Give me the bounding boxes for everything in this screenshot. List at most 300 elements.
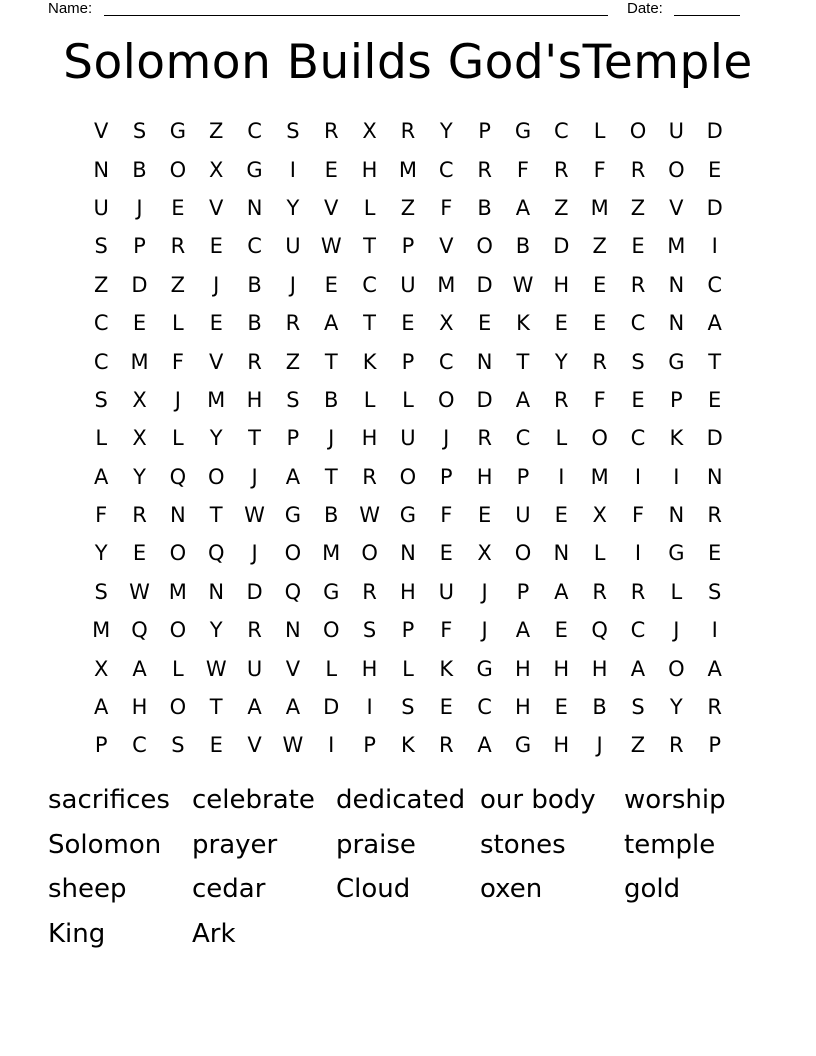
grid-letter[interactable]: S — [94, 234, 108, 259]
grid-letter[interactable]: C — [630, 426, 646, 451]
grid-letter[interactable]: T — [209, 695, 223, 720]
grid-letter[interactable]: A — [324, 311, 339, 336]
grid-row — [82, 611, 734, 649]
grid-row — [82, 189, 734, 227]
grid-letter[interactable]: Q — [284, 579, 302, 604]
grid-letter[interactable]: E — [209, 234, 223, 259]
grid-letter[interactable]: I — [366, 695, 373, 720]
grid-letter[interactable]: H — [553, 656, 570, 681]
grid-letter[interactable]: A — [132, 656, 147, 681]
grid-letter[interactable]: A — [554, 579, 569, 604]
grid-letter[interactable]: J — [673, 618, 680, 643]
grid-letter[interactable]: V — [669, 195, 684, 220]
grid-letter[interactable]: E — [439, 541, 453, 566]
grid-letter[interactable]: U — [438, 579, 454, 604]
grid-letter[interactable]: X — [592, 503, 607, 528]
grid-letter[interactable]: Y — [94, 541, 108, 566]
grid-letter[interactable]: C — [93, 311, 109, 336]
grid-letter[interactable]: O — [668, 656, 685, 681]
grid-letter[interactable]: D — [323, 695, 340, 720]
grid-letter[interactable]: N — [400, 541, 416, 566]
grid-letter[interactable]: S — [362, 618, 377, 643]
grid-letter[interactable]: E — [708, 541, 722, 566]
grid-letter[interactable]: A — [515, 195, 531, 220]
grid-letter[interactable]: N — [706, 464, 723, 489]
grid-letter[interactable]: M — [437, 272, 456, 297]
grid-letter[interactable]: A — [477, 733, 492, 758]
grid-letter[interactable]: R — [554, 157, 569, 182]
grid-letter[interactable]: I — [673, 464, 680, 489]
grid-letter[interactable]: E — [132, 541, 147, 566]
grid-letter[interactable]: F — [95, 503, 108, 528]
grid-letter[interactable]: J — [481, 579, 488, 604]
grid-letter[interactable]: Z — [209, 119, 224, 144]
grid-letter[interactable]: J — [251, 541, 258, 566]
grid-letter[interactable]: G — [514, 119, 532, 144]
grid-letter[interactable]: E — [631, 387, 645, 412]
grid-letter[interactable]: W — [129, 579, 150, 604]
grid-letter[interactable]: L — [555, 426, 568, 451]
grid-letter[interactable]: H — [400, 579, 416, 604]
grid-letter[interactable]: S — [286, 387, 300, 412]
grid-letter[interactable]: U — [515, 503, 531, 528]
grid-letter[interactable]: Y — [133, 464, 146, 489]
grid-letter[interactable]: U — [246, 656, 263, 681]
grid-letter[interactable]: E — [132, 311, 147, 336]
grid-row — [82, 458, 734, 496]
grid-letter[interactable]: E — [554, 695, 568, 720]
grid-letter[interactable]: T — [324, 464, 338, 489]
grid-letter[interactable]: E — [593, 311, 607, 336]
grid-letter[interactable]: N — [476, 349, 493, 374]
grid-letter[interactable]: S — [94, 579, 108, 604]
grid-letter[interactable]: A — [247, 695, 262, 720]
grid-letter[interactable]: X — [439, 311, 454, 336]
name-blank-line[interactable] — [104, 15, 608, 16]
grid-letter[interactable]: I — [711, 618, 718, 643]
grid-letter[interactable]: F — [171, 349, 184, 374]
grid-letter[interactable]: C — [707, 272, 722, 297]
grid-row — [82, 150, 734, 188]
grid-letter[interactable]: J — [443, 426, 450, 451]
grid-letter[interactable]: H — [131, 695, 148, 720]
grid-letter[interactable]: R — [285, 311, 301, 336]
grid-letter[interactable]: R — [247, 349, 262, 374]
grid-letter[interactable]: B — [132, 157, 147, 182]
grid-letter[interactable]: Y — [439, 119, 453, 144]
grid-letter[interactable]: O — [284, 541, 302, 566]
grid-letter[interactable]: R — [362, 464, 377, 489]
grid-letter[interactable]: O — [514, 541, 532, 566]
grid-letter[interactable]: V — [439, 234, 454, 259]
grid-letter[interactable]: M — [322, 541, 341, 566]
grid-letter[interactable]: N — [668, 311, 685, 336]
grid-letter[interactable]: E — [708, 157, 722, 182]
grid-letter[interactable]: C — [247, 234, 262, 259]
grid-letter[interactable]: H — [553, 272, 570, 297]
grid-letter[interactable]: Z — [400, 195, 416, 220]
grid-letter[interactable]: G — [514, 733, 532, 758]
grid-letter[interactable]: O — [322, 618, 340, 643]
grid-letter[interactable]: N — [668, 503, 685, 528]
grid-letter[interactable]: O — [169, 157, 187, 182]
grid-letter[interactable]: E — [439, 695, 453, 720]
word-bank-item: Solomon — [48, 829, 162, 860]
grid-letter[interactable]: X — [132, 387, 147, 412]
grid-letter[interactable]: P — [516, 579, 530, 604]
grid-letter[interactable]: Y — [209, 618, 223, 643]
grid-letter[interactable]: U — [400, 426, 416, 451]
grid-letter[interactable]: C — [132, 733, 147, 758]
grid-letter[interactable]: P — [133, 234, 146, 259]
grid-letter[interactable]: S — [401, 695, 415, 720]
grid-letter[interactable]: M — [398, 157, 417, 182]
grid-letter[interactable]: V — [285, 656, 301, 681]
grid-letter[interactable]: O — [668, 157, 685, 182]
grid-letter[interactable]: A — [285, 695, 301, 720]
grid-letter[interactable]: H — [246, 387, 263, 412]
grid-letter[interactable]: A — [630, 656, 646, 681]
grid-letter[interactable]: Z — [592, 234, 607, 259]
grid-letter[interactable]: P — [401, 349, 415, 374]
grid-letter[interactable]: H — [361, 656, 378, 681]
grid-letter[interactable]: Z — [285, 349, 301, 374]
grid-letter[interactable]: B — [324, 387, 339, 412]
grid-row — [82, 573, 734, 611]
grid-letter[interactable]: R — [592, 579, 607, 604]
grid-letter[interactable]: N — [93, 157, 110, 182]
grid-letter[interactable]: E — [631, 234, 645, 259]
grid-row — [82, 496, 734, 534]
grid-letter[interactable]: O — [629, 119, 647, 144]
grid-letter[interactable]: S — [631, 695, 645, 720]
grid-letter[interactable]: O — [169, 618, 187, 643]
grid-letter[interactable]: H — [553, 733, 570, 758]
grid-letter[interactable]: G — [399, 503, 417, 528]
grid-letter[interactable]: N — [553, 541, 570, 566]
grid-letter[interactable]: G — [284, 503, 302, 528]
grid-letter[interactable]: M — [92, 618, 111, 643]
grid-letter[interactable]: Q — [207, 541, 225, 566]
grid-letter[interactable]: V — [247, 733, 262, 758]
grid-letter[interactable]: Z — [554, 195, 569, 220]
grid-letter[interactable]: I — [558, 464, 565, 489]
grid-letter[interactable]: K — [401, 733, 415, 758]
word-bank-item: temple — [624, 829, 716, 860]
grid-letter[interactable]: I — [634, 464, 642, 489]
grid-letter[interactable]: P — [286, 426, 300, 451]
grid-letter[interactable]: S — [94, 387, 108, 412]
grid-letter[interactable]: J — [136, 195, 143, 220]
grid-letter[interactable]: S — [708, 579, 722, 604]
grid-letter[interactable]: J — [328, 426, 335, 451]
grid-letter[interactable]: M — [590, 464, 609, 489]
grid-letter[interactable]: C — [477, 695, 492, 720]
date-blank-line[interactable] — [674, 15, 740, 16]
grid-letter[interactable]: R — [707, 503, 722, 528]
grid-letter[interactable]: W — [244, 503, 265, 528]
grid-letter[interactable]: N — [285, 618, 301, 643]
grid-letter[interactable]: R — [400, 119, 416, 144]
grid-letter[interactable]: K — [516, 311, 530, 336]
grid-letter[interactable]: L — [363, 195, 376, 220]
grid-letter[interactable]: L — [363, 387, 376, 412]
grid-letter[interactable]: H — [361, 426, 378, 451]
grid-letter[interactable]: O — [169, 541, 187, 566]
grid-letter[interactable]: Z — [170, 272, 186, 297]
grid-letter[interactable]: L — [172, 426, 184, 451]
grid-letter[interactable]: X — [132, 426, 147, 451]
grid-letter[interactable]: O — [169, 695, 187, 720]
grid-letter[interactable]: P — [439, 464, 453, 489]
grid-letter[interactable]: N — [668, 272, 685, 297]
grid-letter[interactable]: U — [400, 272, 416, 297]
grid-letter[interactable]: J — [251, 464, 258, 489]
grid-letter[interactable]: P — [401, 618, 415, 643]
grid-letter[interactable]: N — [170, 503, 186, 528]
grid-letter[interactable]: L — [593, 119, 606, 144]
grid-letter[interactable]: L — [593, 541, 606, 566]
grid-letter[interactable]: U — [285, 234, 301, 259]
grid-letter[interactable]: T — [708, 349, 722, 374]
grid-letter[interactable]: O — [207, 464, 225, 489]
grid-letter[interactable]: H — [476, 464, 493, 489]
grid-letter[interactable]: J — [289, 272, 296, 297]
grid-letter[interactable]: A — [285, 464, 301, 489]
grid-letter[interactable]: E — [324, 157, 338, 182]
grid-letter[interactable]: F — [440, 618, 453, 643]
grid-letter[interactable]: A — [515, 618, 531, 643]
grid-letter[interactable]: Q — [131, 618, 148, 643]
grid-letter[interactable]: E — [708, 387, 722, 412]
grid-letter[interactable]: R — [669, 733, 684, 758]
grid-letter[interactable]: F — [593, 387, 606, 412]
grid-letter[interactable]: S — [132, 119, 147, 144]
grid-letter[interactable]: G — [323, 579, 340, 604]
grid-letter[interactable]: W — [205, 656, 227, 681]
grid-letter[interactable]: E — [477, 311, 492, 336]
grid-letter[interactable]: N — [246, 195, 263, 220]
grid-letter[interactable]: E — [593, 272, 607, 297]
grid-letter[interactable]: A — [93, 695, 109, 720]
grid-letter[interactable]: C — [247, 119, 262, 144]
grid-letter[interactable]: W — [320, 234, 342, 259]
grid-letter[interactable]: C — [630, 311, 646, 336]
grid-letter[interactable]: D — [476, 387, 493, 412]
grid-letter[interactable]: W — [282, 733, 304, 758]
grid-letter[interactable]: C — [438, 157, 454, 182]
grid-letter[interactable]: T — [324, 349, 338, 374]
grid-letter[interactable]: Q — [591, 618, 608, 643]
grid-letter[interactable]: Y — [209, 426, 223, 451]
grid-letter[interactable]: P — [94, 733, 108, 758]
grid-letter[interactable]: W — [359, 503, 380, 528]
grid-letter[interactable]: M — [590, 195, 609, 220]
grid-letter[interactable]: T — [248, 426, 261, 451]
grid-letter[interactable]: G — [668, 541, 685, 566]
grid-letter[interactable]: R — [630, 272, 646, 297]
grid-letter[interactable]: O — [438, 387, 455, 412]
grid-letter[interactable]: A — [707, 656, 722, 681]
grid-letter[interactable]: T — [363, 234, 376, 259]
grid-letter[interactable]: T — [363, 311, 376, 336]
grid-letter[interactable]: K — [362, 349, 377, 374]
grid-letter[interactable]: Y — [669, 695, 683, 720]
grid-letter[interactable]: H — [361, 157, 378, 182]
grid-letter[interactable]: M — [168, 579, 187, 604]
grid-letter[interactable]: A — [707, 311, 722, 336]
grid-letter[interactable]: E — [554, 618, 568, 643]
grid-letter[interactable]: S — [286, 119, 300, 144]
grid-letter[interactable]: V — [209, 195, 224, 220]
grid-letter[interactable]: R — [592, 349, 607, 374]
grid-letter[interactable]: D — [706, 119, 723, 144]
grid-letter[interactable]: H — [515, 656, 531, 681]
grid-letter[interactable]: R — [554, 387, 569, 412]
grid-letter[interactable]: R — [630, 157, 646, 182]
grid-letter[interactable]: B — [477, 195, 492, 220]
grid-letter[interactable]: D — [476, 272, 493, 297]
grid-letter[interactable]: I — [711, 234, 718, 259]
grid-letter[interactable]: B — [247, 272, 262, 297]
grid-letter[interactable]: P — [516, 464, 530, 489]
grid-letter[interactable]: E — [477, 503, 492, 528]
grid-letter[interactable]: J — [481, 618, 488, 643]
grid-letter[interactable]: C — [515, 426, 531, 451]
grid-letter[interactable]: R — [170, 234, 186, 259]
grid-letter[interactable]: R — [477, 426, 492, 451]
grid-letter[interactable]: M — [667, 234, 686, 259]
grid-letter[interactable]: D — [706, 195, 723, 220]
grid-letter[interactable]: T — [516, 349, 530, 374]
grid-letter[interactable]: L — [402, 656, 414, 681]
grid-letter[interactable]: B — [515, 234, 531, 259]
grid-letter[interactable]: R — [132, 503, 147, 528]
grid-letter[interactable]: V — [93, 119, 109, 144]
grid-letter[interactable]: I — [328, 733, 335, 758]
grid-letter[interactable]: X — [362, 119, 377, 144]
grid-letter[interactable]: S — [631, 349, 645, 374]
grid-letter[interactable]: D — [131, 272, 148, 297]
grid-letter[interactable]: A — [515, 387, 531, 412]
grid-letter[interactable]: C — [362, 272, 377, 297]
grid-letter[interactable]: I — [289, 157, 296, 182]
grid-letter[interactable]: C — [438, 349, 454, 374]
grid-letter[interactable]: P — [363, 733, 376, 758]
grid-letter[interactable]: O — [361, 541, 378, 566]
grid-letter[interactable]: F — [593, 157, 606, 182]
grid-letter[interactable]: F — [631, 503, 645, 528]
grid-letter[interactable]: J — [174, 387, 181, 412]
grid-letter[interactable]: K — [669, 426, 684, 451]
grid-letter[interactable]: K — [439, 656, 454, 681]
grid-letter[interactable]: R — [630, 579, 646, 604]
grid-letter[interactable]: Z — [630, 733, 646, 758]
grid-letter[interactable]: P — [708, 733, 721, 758]
grid-letter[interactable]: H — [591, 656, 608, 681]
grid-letter[interactable]: G — [476, 656, 493, 681]
grid-letter[interactable]: Z — [93, 272, 109, 297]
grid-letter[interactable]: V — [209, 349, 224, 374]
grid-letter[interactable]: C — [93, 349, 109, 374]
grid-letter[interactable]: I — [634, 541, 642, 566]
grid-letter[interactable]: Y — [286, 195, 300, 220]
grid-letter[interactable]: F — [440, 503, 453, 528]
grid-letter[interactable]: A — [93, 464, 109, 489]
grid-letter[interactable]: O — [399, 464, 417, 489]
grid-letter[interactable]: G — [246, 157, 263, 182]
grid-letter[interactable]: E — [324, 272, 338, 297]
grid-letter[interactable]: L — [402, 387, 414, 412]
grid-letter[interactable]: G — [668, 349, 685, 374]
grid-letter[interactable]: X — [209, 157, 224, 182]
grid-letter[interactable]: R — [362, 579, 377, 604]
grid-letter[interactable]: R — [707, 695, 722, 720]
grid-letter[interactable]: M — [207, 387, 226, 412]
grid-letter[interactable]: F — [516, 157, 529, 182]
grid-letter[interactable]: U — [668, 119, 685, 144]
grid-letter[interactable]: B — [247, 311, 262, 336]
grid-letter[interactable]: Q — [169, 464, 187, 489]
grid-letter[interactable]: R — [438, 733, 454, 758]
grid-letter[interactable]: O — [591, 426, 608, 451]
grid-letter[interactable]: Z — [630, 195, 646, 220]
grid-letter[interactable]: E — [401, 311, 415, 336]
grid-letter[interactable]: Y — [554, 349, 568, 374]
grid-letter[interactable]: F — [440, 195, 453, 220]
grid-letter[interactable]: D — [246, 579, 263, 604]
grid-letter[interactable]: J — [213, 272, 220, 297]
grid-letter[interactable]: L — [172, 311, 184, 336]
grid-letter[interactable]: E — [209, 733, 223, 758]
grid-letter[interactable]: L — [670, 579, 683, 604]
grid-letter[interactable]: O — [476, 234, 493, 259]
grid-letter[interactable]: P — [478, 119, 491, 144]
grid-letter[interactable]: G — [169, 119, 186, 144]
grid-letter[interactable]: L — [325, 656, 338, 681]
grid-letter[interactable]: E — [554, 503, 568, 528]
name-label: Name: — [48, 0, 93, 17]
grid-letter[interactable]: H — [515, 695, 531, 720]
grid-letter[interactable]: V — [324, 195, 339, 220]
grid-letter[interactable]: W — [512, 272, 534, 297]
grid-letter[interactable]: B — [324, 503, 339, 528]
grid-letter[interactable]: E — [554, 311, 568, 336]
grid-letter[interactable]: J — [596, 733, 603, 758]
grid-letter[interactable]: P — [669, 387, 683, 412]
grid-letter[interactable]: E — [209, 311, 223, 336]
grid-letter[interactable]: N — [208, 579, 225, 604]
grid-letter[interactable]: X — [477, 541, 492, 566]
grid-letter[interactable]: L — [95, 426, 108, 451]
grid-letter[interactable]: L — [172, 656, 184, 681]
grid-letter[interactable]: R — [247, 618, 262, 643]
grid-letter[interactable]: T — [209, 503, 223, 528]
grid-letter[interactable]: U — [93, 195, 109, 220]
grid-letter[interactable]: S — [171, 733, 185, 758]
grid-letter[interactable]: D — [706, 426, 723, 451]
grid-letter[interactable]: R — [477, 157, 492, 182]
grid-letter[interactable]: X — [93, 656, 109, 681]
grid-letter[interactable]: R — [323, 119, 339, 144]
grid-letter[interactable]: D — [553, 234, 570, 259]
grid-letter[interactable]: M — [130, 349, 149, 374]
grid-letter[interactable]: C — [630, 618, 646, 643]
grid-letter[interactable]: C — [553, 119, 569, 144]
grid-letter[interactable]: E — [171, 195, 185, 220]
grid-letter[interactable]: P — [401, 234, 415, 259]
grid-letter[interactable]: B — [592, 695, 607, 720]
